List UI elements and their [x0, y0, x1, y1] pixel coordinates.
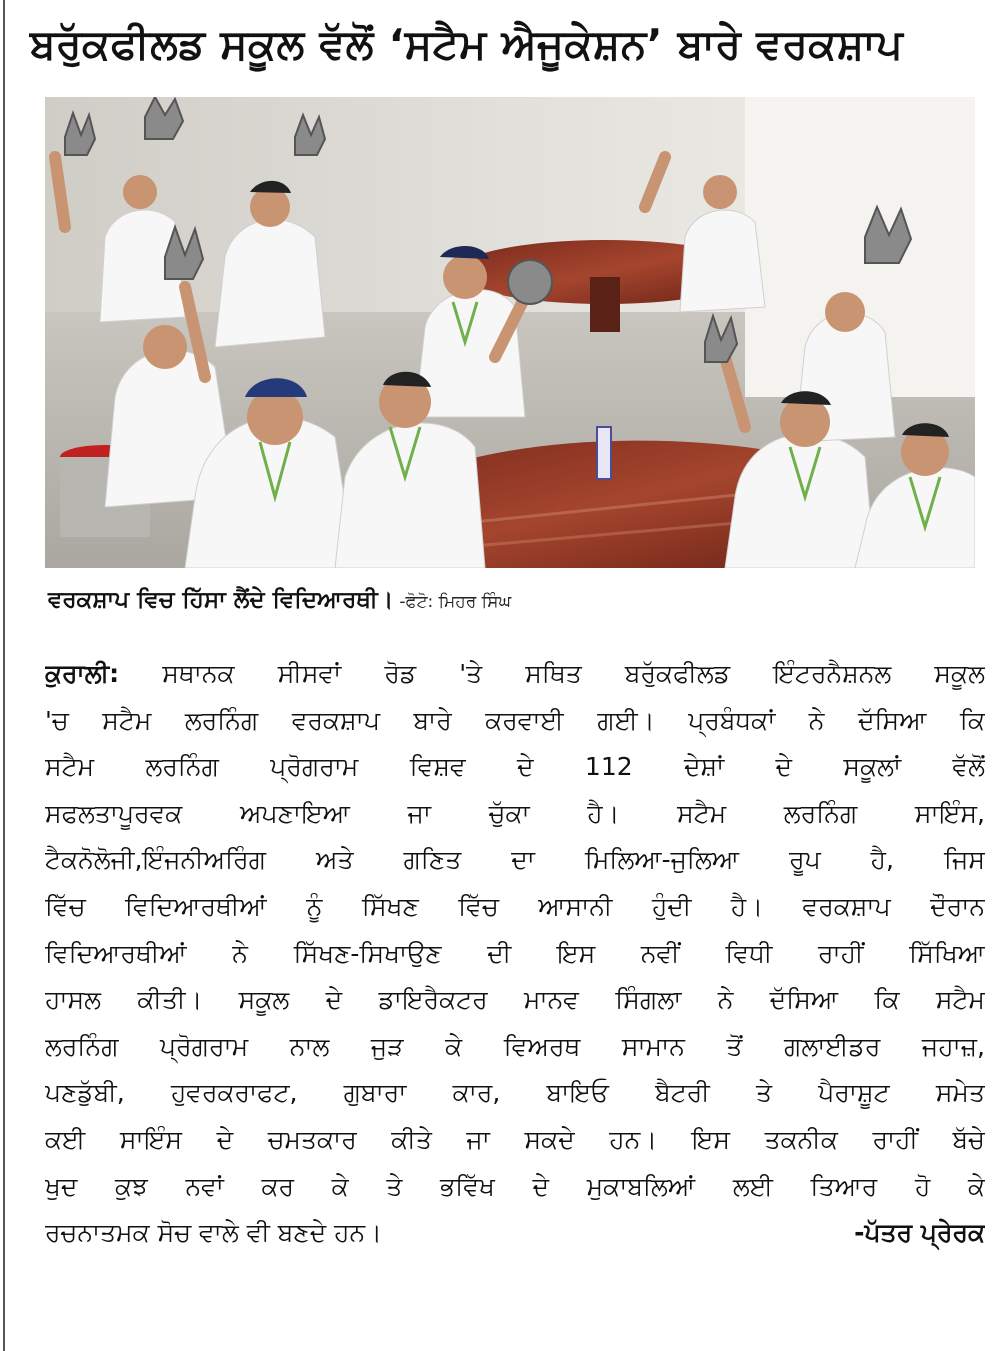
- article-line: ਸਫਲਤਾਪੂਰਵਕ ਅਪਣਾਇਆ ਜਾ ਚੁੱਕਾ ਹੈ। ਸਟੈਮ ਲਰਨਿੰਗ ਸਾਇੰਸ,: [45, 798, 985, 828]
- article-line: 'ਚ ਸਟੈਮ ਲਰਨਿੰਗ ਵਰਕਸ਼ਾਪ ਬਾਰੇ ਕਰਵਾਈ ਗਈ। ਪ੍ਰਬੰਧਕਾਂ ਨੇ ਦੱਸਿਆ ਕਿ: [45, 705, 985, 735]
- photo-caption: [48, 587, 978, 627]
- byline: -ਪੱਤਰ ਪ੍ਰੇਰਕ: [854, 1218, 985, 1248]
- article-line: ਲਰਨਿੰਗ ਪ੍ਰੋਗਰਾਮ ਨਾਲ ਜੁੜ ਕੇ ਵਿਅਰਥ ਸਾਮਾਨ ਤੋਂ ਗਲਾਈਡਰ ਜਹਾਜ਼,: [45, 1031, 985, 1061]
- article-text: ਸਥਾਨਕ ਸੀਸਵਾਂ ਰੋਡ 'ਤੇ ਸਥਿਤ ਬਰੁੱਕਫੀਲਡ ਇੰਟਰਨੈਸ਼ਨਲ ਸਕੂਲ: [119, 659, 985, 688]
- article-text: ਰਚਨਾਤਮਕ ਸੋਚ ਵਾਲੇ ਵੀ ਬਣਦੇ ਹਨ।: [45, 1218, 382, 1248]
- caption-text: ਵਰਕਸ਼ਾਪ ਵਿਚ ਹਿੱਸਾ ਲੈਂਦੇ ਵਿਦਿਆਰਥੀ।: [48, 587, 394, 613]
- news-photo: [45, 97, 975, 568]
- dateline: ਕੁਰਾਲੀ:: [45, 659, 120, 688]
- article-line: ਵਿਦਿਆਰਥੀਆਂ ਨੇ ਸਿੱਖਣ-ਸਿਖਾਉਣ ਦੀ ਇਸ ਨਵੀਂ ਵਿਧੀ ਰਾਹੀਂ ਸਿੱਖਿਆ: [45, 938, 985, 968]
- article-line: ਟੈਕਨੋਲੋਜੀ,ਇੰਜਨੀਅਰਿੰਗ ਅਤੇ ਗਣਿਤ ਦਾ ਮਿਲਿਆ-ਜੁਲਿਆ ਰੂਪ ਹੈ, ਜਿਸ: [45, 845, 985, 875]
- column-rule: [3, 0, 5, 1351]
- article-line: ਵਿੱਚ ਵਿਦਿਆਰਥੀਆਂ ਨੂੰ ਸਿੱਖਣ ਵਿੱਚ ਆਸਾਨੀ ਹੁੰਦੀ ਹੈ। ਵਰਕਸ਼ਾਪ ਦੌਰਾਨ: [45, 891, 985, 921]
- photo-credit: -ਫੋਟੋ: ਮਿਹਰ ਸਿੰਘ: [399, 592, 512, 612]
- article-line: [45, 651, 985, 698]
- students-photo-illustration: [45, 97, 975, 568]
- headline: ਬਰੁੱਕਫੀਲਡ ਸਕੂਲ ਵੱਲੋਂ ‘ਸਟੈਮ ਐਜੂਕੇਸ਼ਨ’ ਬਾਰੇ ਵਰਕਸ਼ਾਪ: [30, 20, 904, 68]
- article-line: [45, 1210, 985, 1257]
- article-line: ਪਣਡੁੱਬੀ, ਹੁਵਰਕਰਾਫਟ, ਗੁਬਾਰਾ ਕਾਰ, ਬਾਇਓ ਬੈਟਰੀ ਤੇ ਪੈਰਾਸ਼ੂਟ ਸਮੇਤ: [45, 1078, 985, 1108]
- article-line: ਖੁਦ ਕੁਝ ਨਵਾਂ ਕਰ ਕੇ ਤੇ ਭਵਿੱਖ ਦੇ ਮੁਕਾਬਲਿਆਂ ਲਈ ਤਿਆਰ ਹੋ ਕੇ: [45, 1171, 985, 1201]
- article-body: [45, 651, 985, 1257]
- article-line: ਹਾਸਲ ਕੀਤੀ। ਸਕੂਲ ਦੇ ਡਾਇਰੈਕਟਰ ਮਾਨਵ ਸਿੰਗਲਾ ਨੇ ਦੱਸਿਆ ਕਿ ਸਟੈਮ: [45, 985, 985, 1015]
- article-line: ਕਈ ਸਾਇੰਸ ਦੇ ਚਮਤਕਾਰ ਕੀਤੇ ਜਾ ਸਕਦੇ ਹਨ। ਇਸ ਤਕਨੀਕ ਰਾਹੀਂ ਬੱਚੇ: [45, 1124, 985, 1154]
- article-line: ਸਟੈਮ ਲਰਨਿੰਗ ਪ੍ਰੋਗਰਾਮ ਵਿਸ਼ਵ ਦੇ 112 ਦੇਸ਼ਾਂ ਦੇ ਸਕੂਲਾਂ ਵੱਲੋਂ: [45, 752, 985, 782]
